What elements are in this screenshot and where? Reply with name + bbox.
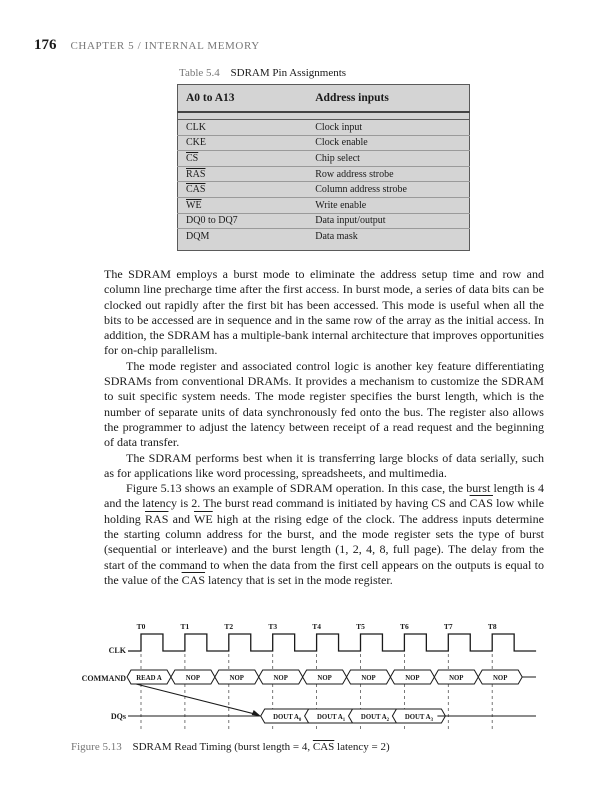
command-label: NOP bbox=[449, 675, 464, 682]
dout-label: DOUT $A_3$ bbox=[404, 714, 433, 723]
table-cell-pin: DQM bbox=[178, 229, 272, 251]
signal-cas: $\overline{CAS}$ bbox=[181, 572, 206, 587]
paragraph-text: low while holding bbox=[104, 496, 544, 526]
command-label: NOP bbox=[273, 675, 288, 682]
paragraph: The mode register and associated control logic is another key feature differentiating SDRAMs from conventional DRAMs. It provides a mechanism to customize the SDRAM to suit specific system needs. The mode register specifies the burst length, which is the number of separate units of data synchronously fed onto the bus. The register also allows the programmer to adjust the latency between receipt of a read request and the beginning of data transfer. bbox=[104, 358, 544, 450]
table-row bbox=[178, 229, 470, 251]
command-label: NOP bbox=[185, 675, 201, 682]
table-cell-pin: $\overline{RAS}$ bbox=[178, 166, 272, 182]
signal-cas: $\overline{CAS}$ bbox=[312, 741, 335, 753]
table-header-function: Address inputs bbox=[271, 85, 469, 113]
table-row bbox=[178, 182, 470, 198]
latency-arrowhead bbox=[252, 710, 261, 716]
table-cell-function: Data mask bbox=[271, 229, 469, 251]
figure-caption-text: latency = 2) bbox=[334, 741, 390, 753]
table-cell-pin: $\overline{CS}$ bbox=[178, 151, 272, 167]
clock-label: T3 bbox=[268, 622, 278, 631]
clock-label: T4 bbox=[312, 622, 321, 631]
dout-label: DOUT $A_2$ bbox=[360, 714, 390, 723]
paragraph: The SDRAM employs a burst mode to eliminate the address setup time and row and column line precharge time after the first access. In burst mode, a series of data bits can be clocked out rapidly after the first bit has been accessed. This mode is useful when all the bits to be accessed are in sequence and in the same row of the array as the initial access. In addition, the SDRAM has a multiple-bank internal architecture that improves opportunities for on-chip parallelism. bbox=[104, 267, 544, 358]
table-cell-pin: $\overline{CAS}$ bbox=[178, 182, 272, 198]
table-row bbox=[178, 166, 470, 182]
table-label: Table 5.4 bbox=[179, 67, 220, 79]
pin-assignments-table bbox=[177, 84, 470, 251]
command-label: NOP bbox=[405, 675, 420, 682]
clock-label: T2 bbox=[224, 622, 234, 631]
clock-label: T0 bbox=[136, 622, 146, 631]
command-label: READ A bbox=[136, 675, 162, 682]
paragraph bbox=[104, 481, 544, 588]
command-label: NOP bbox=[229, 675, 244, 682]
clock-label: T6 bbox=[400, 622, 409, 631]
signal-label: DQs bbox=[110, 712, 126, 721]
table-cell-function: Row address strobe bbox=[271, 166, 469, 182]
table-row bbox=[178, 197, 470, 213]
command-label: NOP bbox=[361, 675, 376, 682]
command-label: NOP bbox=[493, 675, 508, 682]
sdram-read-timing-diagram bbox=[0, 620, 604, 738]
dout-label: DOUT $A_1$ bbox=[317, 714, 346, 723]
table-cell-function: Data input/output bbox=[271, 213, 469, 229]
table-row bbox=[178, 120, 470, 136]
body-text bbox=[104, 267, 544, 588]
clock-label: T7 bbox=[443, 622, 453, 631]
paragraph-text: high at the rising edge of the clock. The address inputs determine the starting column address for the burst, and the mode register sets the type of burst (sequential or interleave) and the burst length (1, 2, 4, 8, full page). The delay from the start of the command to when the data from the first cell appears on the outputs is equal to the value of the bbox=[104, 511, 545, 587]
table-cell-function: Write enable bbox=[271, 197, 469, 213]
table-row bbox=[178, 151, 470, 167]
clk-waveform bbox=[128, 634, 536, 651]
clock-label: T1 bbox=[180, 622, 190, 631]
table-cell-function: Chip select bbox=[271, 151, 469, 167]
page-number: 176 bbox=[34, 37, 57, 53]
signal-we: $\overline{WE}$ bbox=[193, 511, 213, 526]
figure-caption bbox=[71, 741, 390, 753]
page-header bbox=[34, 36, 260, 54]
signal-label: CLK bbox=[108, 646, 126, 655]
table-cell-pin: DQ0 to DQ7 bbox=[178, 213, 272, 229]
figure-label: Figure 5.13 bbox=[71, 741, 122, 753]
table-title: SDRAM Pin Assignments bbox=[230, 67, 347, 79]
chapter-title: CHAPTER 5 / INTERNAL MEMORY bbox=[70, 40, 260, 52]
figure-caption-text: SDRAM Read Timing (burst length = 4, bbox=[132, 741, 313, 753]
latency-arrow bbox=[136, 684, 259, 715]
signal-ras: $\overline{RAS}$ bbox=[145, 511, 169, 526]
table-row bbox=[178, 213, 470, 229]
table-cell-function: Clock input bbox=[271, 120, 469, 136]
paragraph-text: and bbox=[168, 511, 194, 526]
dout-label: DOUT $A_0$ bbox=[273, 714, 302, 723]
command-label: NOP bbox=[317, 675, 332, 682]
table-caption bbox=[179, 67, 346, 79]
paragraph-text: Figure 5.13 shows an example of SDRAM operation. In this case, the burst length is 4 and the latency is 2. The burst read command is initiated by having CS and bbox=[104, 481, 544, 511]
paragraph-text: latency that is set in the mode register. bbox=[205, 572, 393, 587]
table-cell-pin: CLK bbox=[178, 120, 272, 136]
paragraph: The SDRAM performs best when it is transferring large blocks of data serially, such as for applications like word processing, spreadsheets, and multimedia. bbox=[104, 450, 544, 480]
table-row bbox=[178, 135, 470, 151]
clock-label: T5 bbox=[356, 622, 365, 631]
table-header-pin: A0 to A13 bbox=[178, 85, 272, 113]
table-header-row bbox=[178, 85, 470, 113]
clock-label: T8 bbox=[487, 622, 497, 631]
signal-cas: $\overline{CAS}$ bbox=[469, 496, 493, 511]
signal-label: COMMAND bbox=[81, 674, 126, 683]
table-cell-function: Column address strobe bbox=[271, 182, 469, 198]
table-cell-function: Clock enable bbox=[271, 135, 469, 151]
table-cell-pin: CKE bbox=[178, 135, 272, 151]
table-cell-pin: $\overline{WE}$ bbox=[178, 197, 272, 213]
